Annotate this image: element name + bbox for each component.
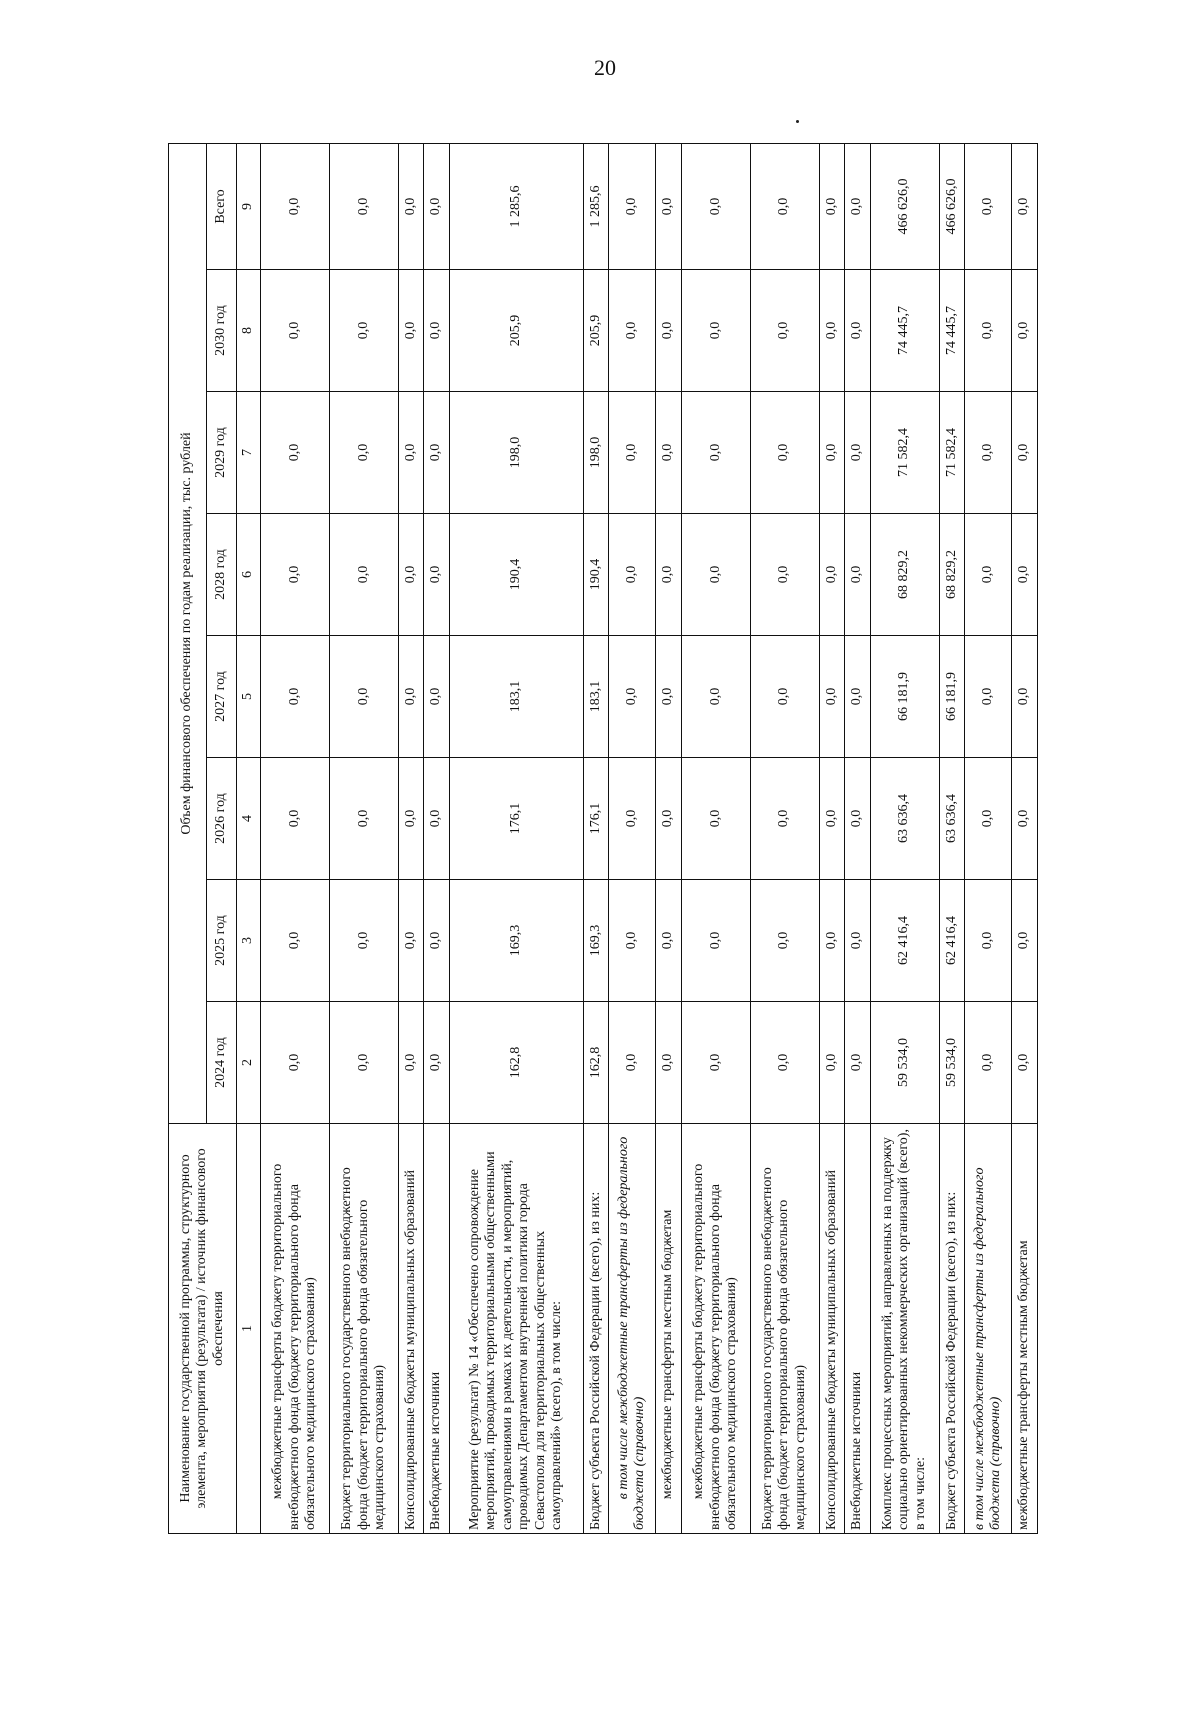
row-value: 0,0 (329, 392, 398, 514)
row-value: 190,4 (449, 514, 583, 636)
row-label: Бюджет субъекта Российской Федерации (всего), из них: (939, 1124, 965, 1534)
row-value: 1 285,6 (583, 143, 609, 269)
row-value: 0,0 (681, 392, 750, 514)
row-label: Внебюджетные источники (424, 1124, 450, 1534)
column-number-2: 3 (237, 880, 261, 1002)
row-value: 183,1 (583, 636, 609, 758)
row-value: 0,0 (965, 392, 1012, 514)
row-label: Комплекс процессных мероприятий, направленных на поддержку социально ориентированных некоммерческих организаций (всего), в том числе: (870, 1124, 939, 1534)
row-value: 0,0 (656, 758, 682, 880)
table-row (750, 143, 819, 1533)
row-value: 0,0 (819, 514, 845, 636)
row-label: Мероприятие (результат) № 14 «Обеспечено сопровождение мероприятий, проводимых территориальными общественными самоуправлениями в рамках их деятельности, и мероприятий, проводимых Департаментом внутренней политики города Севастополя для территориальных общественных самоуправлений» (всего), в том числе: (449, 1124, 583, 1534)
row-value: 0,0 (398, 392, 424, 514)
row-value: 0,0 (965, 143, 1012, 269)
row-value: 0,0 (681, 514, 750, 636)
row-value: 0,0 (681, 880, 750, 1002)
table-row (1012, 143, 1038, 1533)
row-value: 0,0 (656, 392, 682, 514)
row-value: 68 829,2 (870, 514, 939, 636)
row-value: 0,0 (750, 636, 819, 758)
row-value: 0,0 (424, 636, 450, 758)
row-value: 0,0 (750, 143, 819, 269)
row-label: Консолидированные бюджеты муниципальных образований (819, 1124, 845, 1534)
row-value: 0,0 (819, 1002, 845, 1124)
row-value: 66 181,9 (870, 636, 939, 758)
table-row (870, 143, 939, 1533)
row-value: 0,0 (965, 1002, 1012, 1124)
table-row (609, 143, 656, 1533)
column-number-6: 7 (237, 392, 261, 514)
row-value: 0,0 (398, 880, 424, 1002)
row-value: 190,4 (583, 514, 609, 636)
row-value: 0,0 (845, 636, 871, 758)
header-volume-group: Объем финансового обеспечения по годам реализации, тыс. рублей (169, 143, 207, 1123)
row-value: 0,0 (1012, 514, 1038, 636)
row-value: 0,0 (261, 143, 330, 269)
row-value: 0,0 (398, 1002, 424, 1124)
row-value: 198,0 (583, 392, 609, 514)
row-value: 0,0 (819, 636, 845, 758)
row-value: 0,0 (750, 514, 819, 636)
row-value: 0,0 (819, 758, 845, 880)
row-label: межбюджетные трансферты бюджету территориального внебюджетного фонда (бюджету территориального фонда обязательного медицинского страхования) (261, 1124, 330, 1534)
row-label: в том числе межбюджетные трансферты из федерального бюджета (справочно) (609, 1124, 656, 1534)
row-value: 0,0 (656, 636, 682, 758)
row-value: 0,0 (656, 514, 682, 636)
row-value: 0,0 (819, 392, 845, 514)
column-number-1: 2 (237, 1002, 261, 1124)
row-value: 0,0 (424, 392, 450, 514)
row-value: 0,0 (398, 758, 424, 880)
header-year-0: 2024 год (207, 1002, 237, 1124)
row-value: 0,0 (965, 270, 1012, 392)
row-value: 59 534,0 (939, 1002, 965, 1124)
table-row (656, 143, 682, 1533)
table-rotated-container (168, 144, 1038, 1534)
row-value: 0,0 (329, 636, 398, 758)
financing-table (168, 143, 1038, 1534)
row-label: Консолидированные бюджеты муниципальных образований (398, 1124, 424, 1534)
row-value: 0,0 (656, 143, 682, 269)
row-value: 0,0 (965, 880, 1012, 1002)
header-year-7: Всего (207, 143, 237, 269)
header-year-3: 2027 год (207, 636, 237, 758)
row-value: 63 636,4 (870, 758, 939, 880)
column-number-7: 8 (237, 270, 261, 392)
column-number-3: 4 (237, 758, 261, 880)
row-value: 1 285,6 (449, 143, 583, 269)
row-label: в том числе межбюджетные трансферты из федерального бюджета (справочно) (965, 1124, 1012, 1534)
row-value: 0,0 (750, 270, 819, 392)
row-value: 0,0 (398, 514, 424, 636)
row-value: 0,0 (424, 880, 450, 1002)
table-row (261, 143, 330, 1533)
row-value: 0,0 (609, 392, 656, 514)
row-value: 466 626,0 (870, 143, 939, 269)
row-value: 0,0 (681, 636, 750, 758)
row-label: Бюджет территориального государственного внебюджетного фонда (бюджет территориального фонда обязательного медицинского страхования) (329, 1124, 398, 1534)
row-value: 62 416,4 (939, 880, 965, 1002)
row-value: 0,0 (424, 143, 450, 269)
row-value: 0,0 (1012, 880, 1038, 1002)
row-value: 0,0 (398, 636, 424, 758)
row-label: межбюджетные трансферты местным бюджетам (656, 1124, 682, 1534)
row-value: 0,0 (656, 270, 682, 392)
column-number-8: 9 (237, 143, 261, 269)
row-value: 205,9 (583, 270, 609, 392)
row-value: 0,0 (845, 1002, 871, 1124)
row-value: 0,0 (1012, 392, 1038, 514)
row-value: 0,0 (819, 880, 845, 1002)
row-value: 0,0 (845, 758, 871, 880)
row-value: 0,0 (1012, 270, 1038, 392)
row-value: 0,0 (845, 514, 871, 636)
row-value: 0,0 (845, 143, 871, 269)
row-value: 0,0 (424, 758, 450, 880)
row-value: 0,0 (261, 392, 330, 514)
row-value: 0,0 (1012, 1002, 1038, 1124)
row-value: 0,0 (609, 880, 656, 1002)
row-value: 0,0 (845, 270, 871, 392)
row-value: 198,0 (449, 392, 583, 514)
row-value: 62 416,4 (870, 880, 939, 1002)
row-value: 0,0 (424, 270, 450, 392)
row-value: 0,0 (261, 514, 330, 636)
row-value: 169,3 (583, 880, 609, 1002)
column-number-5: 6 (237, 514, 261, 636)
row-value: 0,0 (261, 758, 330, 880)
row-value: 0,0 (398, 270, 424, 392)
row-value: 466 626,0 (939, 143, 965, 269)
row-value: 63 636,4 (939, 758, 965, 880)
row-value: 74 445,7 (939, 270, 965, 392)
row-value: 0,0 (261, 880, 330, 1002)
row-value: 176,1 (583, 758, 609, 880)
row-value: 0,0 (681, 1002, 750, 1124)
row-value: 0,0 (681, 270, 750, 392)
row-value: 0,0 (329, 514, 398, 636)
column-number-4: 5 (237, 636, 261, 758)
row-value: 0,0 (750, 880, 819, 1002)
row-value: 59 534,0 (870, 1002, 939, 1124)
row-value: 169,3 (449, 880, 583, 1002)
column-number-0: 1 (237, 1124, 261, 1534)
header-year-6: 2030 год (207, 270, 237, 392)
row-value: 0,0 (1012, 636, 1038, 758)
row-value: 0,0 (965, 758, 1012, 880)
row-value: 0,0 (845, 880, 871, 1002)
header-year-2: 2026 год (207, 758, 237, 880)
row-value: 0,0 (1012, 758, 1038, 880)
row-value: 74 445,7 (870, 270, 939, 392)
row-value: 0,0 (609, 636, 656, 758)
row-value: 162,8 (449, 1002, 583, 1124)
table-row (845, 143, 871, 1533)
row-value: 0,0 (424, 1002, 450, 1124)
row-value: 0,0 (424, 514, 450, 636)
page-number: 20 (594, 55, 616, 80)
row-value: 0,0 (1012, 143, 1038, 269)
row-value: 176,1 (449, 758, 583, 880)
row-value: 68 829,2 (939, 514, 965, 636)
row-value: 0,0 (609, 758, 656, 880)
row-value: 0,0 (329, 880, 398, 1002)
row-value: 66 181,9 (939, 636, 965, 758)
header-name-column: Наименование государственной программы, структурного элемента, мероприятия (результата) / источник финансового обеспечения (169, 1124, 237, 1534)
row-value: 0,0 (609, 514, 656, 636)
row-value: 162,8 (583, 1002, 609, 1124)
row-value: 71 582,4 (870, 392, 939, 514)
row-value: 0,0 (819, 143, 845, 269)
scan-speck (796, 120, 799, 123)
row-value: 0,0 (681, 758, 750, 880)
row-value: 0,0 (609, 270, 656, 392)
row-label: межбюджетные трансферты местным бюджетам (1012, 1124, 1038, 1534)
row-value: 71 582,4 (939, 392, 965, 514)
row-value: 0,0 (819, 270, 845, 392)
row-label: Внебюджетные источники (845, 1124, 871, 1534)
row-value: 0,0 (261, 270, 330, 392)
table-row (965, 143, 1012, 1533)
row-value: 0,0 (656, 1002, 682, 1124)
row-value: 205,9 (449, 270, 583, 392)
table-row (939, 143, 965, 1533)
table-row (681, 143, 750, 1533)
row-value: 0,0 (398, 143, 424, 269)
row-value: 0,0 (845, 392, 871, 514)
row-value: 0,0 (329, 143, 398, 269)
header-year-1: 2025 год (207, 880, 237, 1002)
row-value: 0,0 (681, 143, 750, 269)
row-value: 0,0 (609, 143, 656, 269)
row-value: 0,0 (750, 1002, 819, 1124)
header-year-4: 2028 год (207, 514, 237, 636)
row-value: 0,0 (609, 1002, 656, 1124)
row-value: 0,0 (329, 270, 398, 392)
row-value: 0,0 (261, 636, 330, 758)
row-value: 0,0 (750, 758, 819, 880)
table-row (583, 143, 609, 1533)
row-label: Бюджет субъекта Российской Федерации (всего), из них: (583, 1124, 609, 1534)
table-row (398, 143, 424, 1533)
row-value: 0,0 (965, 514, 1012, 636)
row-value: 0,0 (261, 1002, 330, 1124)
table-row (424, 143, 450, 1533)
row-value: 0,0 (750, 392, 819, 514)
table-row (449, 143, 583, 1533)
header-year-5: 2029 год (207, 392, 237, 514)
row-value: 0,0 (656, 880, 682, 1002)
table-row (819, 143, 845, 1533)
row-value: 0,0 (329, 1002, 398, 1124)
row-label: межбюджетные трансферты бюджету территориального внебюджетного фонда (бюджету территориального фонда обязательного медицинского страхования) (681, 1124, 750, 1534)
row-label: Бюджет территориального государственного внебюджетного фонда (бюджет территориального фонда обязательного медицинского страхования) (750, 1124, 819, 1534)
row-value: 0,0 (329, 758, 398, 880)
table-row (329, 143, 398, 1533)
row-value: 0,0 (965, 636, 1012, 758)
row-value: 183,1 (449, 636, 583, 758)
